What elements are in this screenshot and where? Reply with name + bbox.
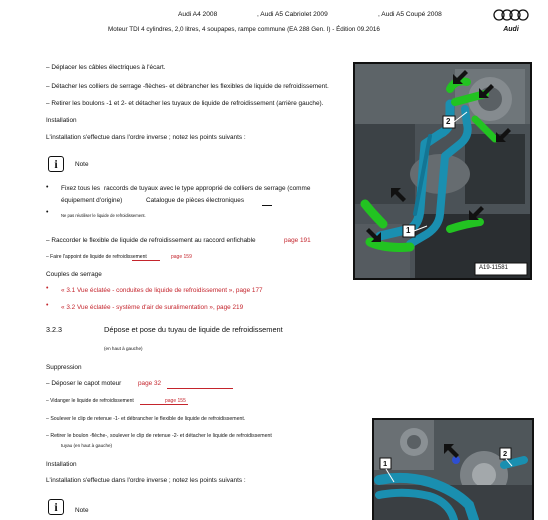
- info-icon: i: [48, 499, 64, 515]
- link-page-191[interactable]: page 191: [284, 237, 311, 244]
- torque-heading: Couples de serrage: [46, 271, 102, 278]
- link-page-32[interactable]: page 32: [138, 380, 162, 387]
- step-detach-clamps: – Détacher les colliers de serrage -flèches- et débrancher les flexibles de liquide de refroidissement.: [46, 83, 329, 90]
- bullet-icon: •: [46, 285, 49, 292]
- note-label: Note: [75, 161, 89, 168]
- parts-catalogue-ref: Catalogue de pièces électroniques: [146, 197, 245, 204]
- figure2-label-2: 2: [503, 449, 508, 458]
- section-subtitle: (en haut à gauche): [104, 346, 143, 351]
- installation-text-2: L'installation s'effectue dans l'ordre inverse ; notez les points suivants :: [46, 477, 246, 484]
- installation-text: L'installation s'effectue dans l'ordre inverse ; notez les points suivants :: [46, 134, 246, 141]
- installation-heading: Installation: [46, 117, 77, 124]
- removal-heading: Suppression: [46, 364, 82, 371]
- step-remove-bolts: – Retirer les boulons -1 et 2- et détacher les tuyaux de liquide de refroidissement (arrière gauche).: [46, 100, 324, 107]
- link-coolant-lines-view[interactable]: « 3.1 Vue éclatée - conduites de liquide de refroidissement », page 177: [61, 287, 263, 294]
- bullet-icon: •: [46, 302, 49, 309]
- header-model-a4: Audi A4 2008: [178, 11, 218, 18]
- header-model-a5-coupe: , Audi A5 Coupé 2008: [378, 11, 442, 18]
- note-label-2: Note: [75, 507, 89, 514]
- step-top-up: – Faire l'appoint de liquide de refroidissement: [46, 254, 147, 260]
- step-connect-hose: – Raccorder le flexible de liquide de refroidissement au raccord enfichable: [46, 237, 256, 244]
- header-subtitle: Moteur TDI 4 cylindres, 2,0 litres, 4 soupapes, rampe commune (EA 288 Gen. I) - Édition 09.2016: [108, 26, 380, 33]
- bullet-icon: •: [46, 209, 49, 216]
- step-lift-clip-1: – Soulever le clip de retenue -1- et débrancher le flexible de liquide de refroidissement.: [46, 416, 246, 422]
- link-page-159[interactable]: page 159: [171, 254, 192, 260]
- installation-heading-2: Installation: [46, 461, 77, 468]
- step-drain-coolant: – Vidanger le liquide de refroidissement: [46, 398, 134, 404]
- audi-logo: [493, 8, 529, 32]
- info-icon: i: [48, 156, 64, 172]
- figure1-label-1: 1: [406, 226, 411, 235]
- step-remove-bolt-a: – Retirer le boulon -flèche-, soulever le clip de retenue -2- et détacher le liquide de refroidissement: [46, 433, 272, 439]
- section-number: 3.2.3: [46, 325, 62, 334]
- bullet-fix-hoses-a: Fixez tous les: [61, 185, 101, 192]
- figure2-label-1: 1: [383, 459, 388, 468]
- link-page-155[interactable]: page 155: [165, 398, 186, 404]
- step-remove-bolt-b: tuyau (en haut à gauche): [61, 443, 113, 448]
- link-charge-air-view[interactable]: « 3.2 Vue éclatée - système d'air de suralimentation », page 219: [61, 304, 244, 311]
- audi-wordmark: Audi: [503, 26, 519, 33]
- ref-underline: [262, 205, 272, 206]
- figure1-code: A19-11581: [479, 265, 508, 271]
- bullet-fix-hoses-c: équipement d'origine): [61, 197, 123, 204]
- link-underline: [140, 404, 188, 405]
- link-underline: [167, 388, 233, 389]
- figure-engine-coolant-pipes: [353, 62, 532, 280]
- engine-photo: [355, 64, 530, 278]
- figure1-label-2: 2: [446, 117, 451, 126]
- header-model-a5-cabriolet: , Audi A5 Cabriolet 2009: [257, 11, 328, 18]
- link-underline: [132, 260, 160, 261]
- audi-rings-icon: [493, 8, 529, 22]
- bullet-no-reuse: Ne pas réutiliser le liquide de refroidissement.: [61, 213, 146, 218]
- section-title: Dépose et pose du tuyau de liquide de refroidissement: [104, 325, 283, 334]
- engine-photo-2: [374, 420, 532, 520]
- figure-coolant-pipe-top-left: [372, 418, 534, 520]
- step-move-cables: – Déplacer les câbles électriques à l'écart.: [46, 64, 166, 71]
- step-remove-cover: – Déposer le capot moteur: [46, 380, 122, 387]
- bullet-icon: •: [46, 184, 49, 191]
- bullet-fix-hoses-b: raccords de tuyaux avec le type approprié de colliers de serrage (comme: [104, 185, 311, 192]
